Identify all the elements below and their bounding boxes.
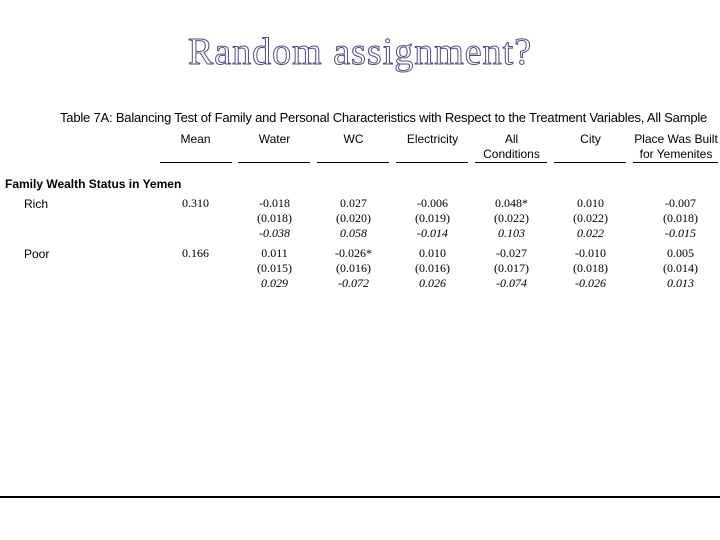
column-rule [238,162,310,163]
se-value: (0.018) [573,261,608,275]
coef-value: 0.010 [577,196,604,210]
column-header-mean [158,132,233,147]
column-header-line2: for Yemenites [639,147,713,161]
coef-value: 0.011 [261,246,288,260]
column-rule [475,162,547,163]
section-heading: Family Wealth Status in Yemen [5,177,182,191]
table-cell [474,246,549,291]
table-cell [395,246,470,291]
coef-value: 0.048* [495,196,528,210]
column-rule [633,162,718,163]
column-header-line1: Place Was Built [634,132,718,146]
se-value: (0.017) [494,261,529,275]
se-value: (0.018) [663,211,698,225]
effect-value: -0.072 [338,276,369,290]
se-value: (0.016) [336,261,371,275]
column-header-line1: Water [258,132,291,146]
effect-value: 0.029 [261,276,288,290]
cell-value: 0.310 [182,196,209,210]
effect-value: -0.014 [417,226,448,240]
effect-value: -0.015 [665,226,696,240]
column-header-line1: Electricity [406,132,459,146]
se-value: (0.018) [257,211,292,225]
column-rule [317,162,389,163]
table-cell [395,196,470,241]
table-cell [638,196,720,241]
table-caption: Table 7A: Balancing Test of Family and Personal Characteristics with Respect to the Treatment Variables, All Sample [60,110,708,125]
cell-mean [158,246,233,261]
table-cell [237,196,312,241]
se-value: (0.016) [415,261,450,275]
cell-value: 0.166 [182,246,209,260]
column-header-city [553,132,628,147]
column-header-line1: City [580,132,601,146]
coef-value: -0.026* [335,246,372,260]
cell-mean [158,196,233,211]
effect-value: 0.058 [340,226,367,240]
row-label-poor: Poor [24,247,50,261]
table-cell [474,196,549,241]
column-header-water [237,132,312,147]
coef-value: -0.010 [575,246,606,260]
coef-value: 0.027 [340,196,367,210]
effect-value: -0.074 [496,276,527,290]
effect-value: 0.013 [667,276,694,290]
column-header-line1: Mean [180,132,211,146]
column-header-electricity [395,132,470,147]
column-rule [396,162,468,163]
column-header-line1: All [504,132,519,146]
coef-value: 0.005 [667,246,694,260]
coef-value: -0.018 [259,196,290,210]
column-header-line1: WC [343,132,364,146]
coef-value: -0.006 [417,196,448,210]
se-value: (0.022) [573,211,608,225]
column-header-wc [316,132,391,147]
se-value: (0.019) [415,211,450,225]
effect-value: 0.026 [419,276,446,290]
coef-value: 0.010 [419,246,446,260]
column-header-line2: Conditions [483,147,540,161]
effect-value: -0.038 [259,226,290,240]
se-value: (0.014) [663,261,698,275]
coef-value: -0.007 [665,196,696,210]
table-cell [237,246,312,291]
effect-value: 0.103 [498,226,525,240]
column-header-place-built [630,132,720,162]
bottom-divider [0,496,720,498]
effect-value: -0.026 [575,276,606,290]
row-label-rich: Rich [24,197,49,211]
column-header-all-conditions [474,132,549,162]
column-rule [160,162,232,163]
table-cell [316,196,391,241]
table-cell [553,246,628,291]
table-cell [638,246,720,291]
slide-title: Random assignment? [187,31,533,73]
se-value: (0.015) [257,261,292,275]
column-rule [554,162,626,163]
coef-value: -0.027 [496,246,527,260]
se-value: (0.020) [336,211,371,225]
table-cell [316,246,391,291]
se-value: (0.022) [494,211,529,225]
table-cell [553,196,628,241]
effect-value: 0.022 [577,226,604,240]
